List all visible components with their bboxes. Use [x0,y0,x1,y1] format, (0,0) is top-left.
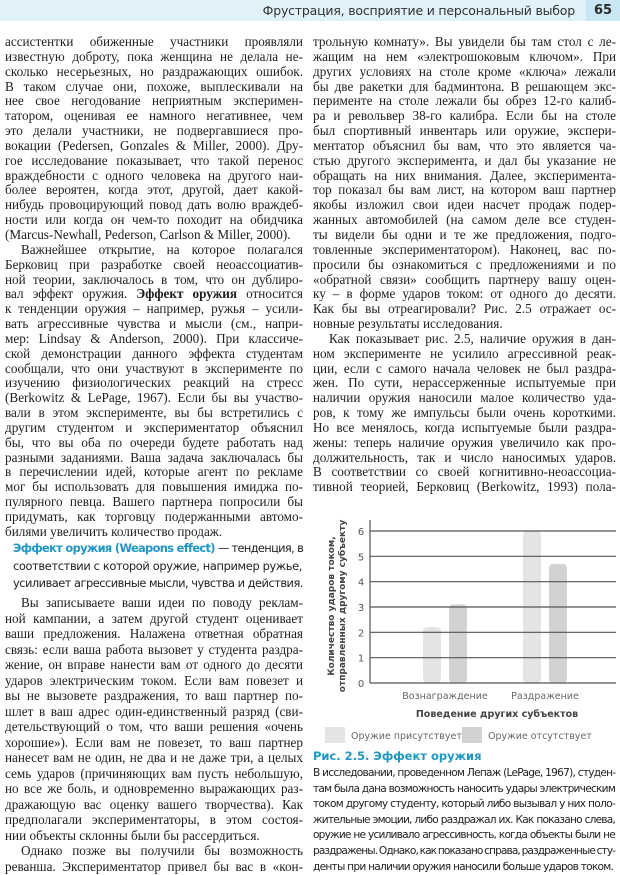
text-line: ра и револьвер 38-го калибра. Если бы на столе [313,108,616,124]
text-line: товленные экспериментатором). Наконец, вас по- [313,241,616,257]
text-line: наличии оружия наносили малое количество уда- [313,390,616,406]
legend-label: Оружие присутствует [351,731,462,742]
bar-1-0 [449,604,467,683]
text-line: (Marcus-Newhall, Pederson, Carlson & Miller, 2000). [5,226,291,242]
text-line: изучению физиологических реакций на стресс [5,375,303,391]
text-line: жен. По сути, нерассерженные испытуемые при [313,375,616,391]
text-line: придумать, как торговцу подержанными автомо- [5,509,303,524]
text-line: детельствующий о том, что ваши решения «очень [5,719,303,734]
caption-line: током другому студенту, который либо вызывал у них поло- [313,798,615,811]
text-line: пулярного певца. Вашего партнера попросили бы [5,494,303,510]
text-line: стью другого эксперимента, и дал бы указание не [313,152,616,168]
text-line: более вероятен, когда этот, другой, дает какой- [5,182,303,198]
text-line: ной теории, заключалось в том, что он дублиро- [5,271,303,287]
legend-swatch [325,727,345,743]
y-axis-label: отправленных другому субъекту [338,519,348,693]
text-line: ассистентки обиженные участники проявляли [5,34,303,49]
text-line: предполагали экспериментаторы, в этом состоя- [5,812,303,827]
text-line: нее свое негодование неприятным эксперимен- [5,93,303,109]
text-line: ной кампании, а затем другой студент оценивает [5,610,303,626]
text-line: Вы записываете ваши идеи по поводу реклам- [21,595,303,610]
bold-term: Эффект оружия [136,286,237,302]
text-line: ров, к тому же импульсы были очень короткими. [313,405,616,421]
text-line: вали в этом эксперименте, вы бы встретились с [5,405,303,421]
text-line: ции, если с самого начала человек не был раздра- [313,360,616,376]
text-line: это делали участники, не подвергавшиеся про- [5,123,303,139]
text-line: жащим на нем «электрошоковым ключом». При [313,48,616,64]
page-number: 65 [586,0,620,21]
text-line: сообщали, что они участвуют в эксперименте по [5,360,303,376]
text-line: ской демонстрации данного эффекта студентам [5,345,303,361]
text-line: мер: Lindsay & Anderson, 2000). При классиче- [5,330,303,346]
text-line: к тенденции оружия – например, ружья – усили- [5,301,303,317]
text-line: ку – в форме ударов током: от одного до десяти. [313,286,616,302]
y-tick-label: 6 [357,527,365,538]
legend-label: Оружие отсутствует [488,731,592,742]
y-tick-label: 3 [357,603,365,614]
text-line: ваши предложения. Налажена ответная обратная [5,626,303,641]
text-line: в перечислении идей, которые агент по рекламе [5,464,303,480]
text-line: обращать на них внимания. Далее, эксперимента- [313,167,616,183]
text-line: Важнейшее открытие, на которое полагался [21,241,303,257]
bar-0-0 [423,627,441,683]
caption-line: денты при наличии оружия наносили больше ударов током. [313,860,614,873]
text-line: якобы изложил свои идеи насчет продаж подер- [313,197,616,213]
text-line: сколько несерьезных, но раздражающих ошибок. [5,63,303,79]
text-line: вокации (Pedersen, Gonzales & Miller, 2000). Дру- [5,137,303,153]
text-line: гое исследование показывает, что такой перенос [5,152,303,168]
text-line: просили бы ознакомиться с предложениями и по [313,256,616,272]
text-span: вал эффект оружия. [5,286,137,302]
text-line: Но все менялось, когда испытуемые были раздра- [313,419,616,435]
text-line: перименте на столе лежали бы обрез 12-го калиб- [313,93,616,109]
y-tick-label: 4 [357,577,365,589]
y-tick-label: 2 [357,628,365,640]
text-line: Берковиц при разработке своей неоассоциатив- [5,256,303,272]
definition-text: соответствии с которой оружие, например ружье, [13,558,303,573]
caption-line: жительные эмоции, либо раздражал их. Как показано слева, [313,813,615,826]
text-line: дражающую вас оценку вашего творчества). Как [5,796,303,812]
caption-line: оружие не усиливало агрессивность, когда объекты были не [313,829,615,842]
y-tick-label: 0 [357,679,365,690]
text-line: жанных автомобилей (на самом деле все студен- [313,212,616,228]
text-line: вать агрессивные чувства и мысли (см., напри- [5,316,303,332]
text-line: ты видели бы одни и те же предложения, подго- [313,226,616,242]
text-line: хорошие»). Если вам не повезет, то ваш партнер [5,734,303,750]
text-line: татором, оценивая ее намного негативнее, чем [5,108,303,124]
text-line: Как бы вы отреагировали? Рис. 2.5 отражает ос- [313,301,616,317]
caption-line: В исследовании, проведенном Лепаж (LePage, 1967), студен- [313,767,616,779]
text-line: ударов электрическим током. Если вам повезет и [5,672,303,688]
running-header-title: Фрустрация, восприятие и персональный выбор [262,3,575,18]
text-line: ности или когда он чем-то походит на обидчика [5,212,303,228]
definition-term: Эффект оружия (Weapons effect) [13,541,215,555]
text-line: был спортивный инвентарь или оружие, экспери- [313,123,616,139]
text-line: ментатор объяснил бы вам, что это является ча- [313,137,616,153]
text-line: вы не вызовете раздражения, то ваш партнер по- [5,688,303,703]
y-tick-label: 5 [357,552,365,564]
figure-caption-title: Рис. 2.5. Эффект оружия [313,749,482,763]
text-line: другим студентом и экспериментатор объяснил [5,419,303,435]
text-line: бы, что вы оба по очереди будете работать над [5,434,303,450]
x-axis-label: Поведение других субъектов [415,709,579,720]
text-line: билями увеличить количество продаж. [5,523,223,539]
text-line: новные результаты исследования. [313,316,503,332]
caption-line: раздражены. Однако, как показано справа, раздраженные сту- [313,844,616,857]
text-line: «обратной связи» сообщить партнеру вашу оцен- [313,271,616,287]
text-line: нибудь провоцирующий повод дать волю враждеб- [5,197,303,213]
text-line: Как показывает рис. 2.5, наличие оружия в дан- [329,330,616,346]
text-line: В таком случае они, похоже, выплескивали на [5,78,303,94]
text-line: (Berkowitz & LePage, 1967). Если бы вы участво- [5,390,303,406]
legend-swatch [462,727,482,743]
text-line: разными заданиями. Ваша задача заключалась бы [5,449,303,465]
text-line: мог бы использовать для повышения имиджа по- [5,479,303,495]
text-line: реванша. Экспериментатор привел бы вас в «кон- [5,858,303,874]
text-line: нанесет вам не один, не два и не даже три, а целых [5,750,303,765]
text-line: других условиях на столе кроме «ключа» лежали [313,63,616,79]
text-line: тор показал бы вам лист, на котором ваш партнер [313,182,616,198]
text-line: семь ударов (причиняющих вам пусть небольшую, [5,765,303,781]
definition-text: — тенденция, в [214,541,304,555]
text-line: В соответствии со своей когнитивно-неоассоциа- [313,464,616,480]
figure-caption [313,766,615,875]
text-line: известную доброту, пока женщина не делала не- [5,48,303,64]
text-line: тивной теорией, Берковиц (Berkowitz, 1993) пола- [313,479,616,495]
text-line: но все же боль, и одновременно выражающих раз- [5,781,303,796]
text-line: ном эксперименте не усилило агрессивной реак- [313,345,616,361]
y-tick-label: 1 [357,653,365,665]
caption-line: там была дана возможность наносить удары электрическим [313,782,616,795]
y-axis-label: Количество ударов током, [327,536,337,676]
text-line: нии объекты склонны были бы рассердиться. [5,827,260,843]
text-line: связь: если ваша работа вызовет у студента раздра- [5,641,303,657]
text-line: должительность, так и число наносимых ударов. [313,449,616,465]
x-tick-label: Вознаграждение [402,691,488,702]
text-line: жение, он вправе нанести вам от одного до десяти [5,657,303,672]
text-line: враждебности с одного человека на другого наи- [5,167,303,183]
text-line: трольную комнату». Вы увидели бы там стол с ле- [313,34,616,49]
text-line: шлет в ваш адрес один-единственный разряд (сви- [5,703,303,719]
text-line: Однако позже вы получили бы возможность [21,843,303,858]
x-tick-label: Раздражение [511,691,579,702]
text-line: бы две ракетки для бадминтона. В решающем экс- [313,78,616,94]
text-span: относится [236,286,303,302]
text-line: жены: теперь наличие оружия увеличило как про- [313,434,616,450]
definition-text: усиливает агрессивные мысли, чувства и действия. [13,576,303,590]
